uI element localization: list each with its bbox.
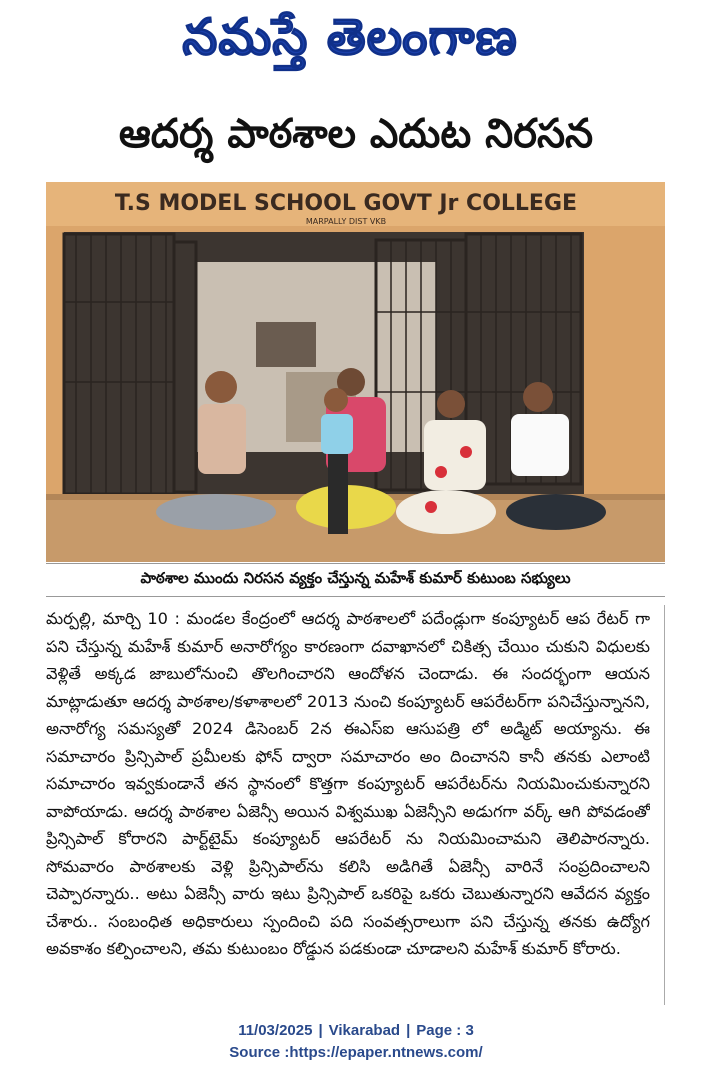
footer-edition: Vikarabad xyxy=(328,1022,401,1039)
footer-date: 11/03/2025 xyxy=(238,1022,313,1039)
footer-separator: | xyxy=(406,1022,411,1039)
news-photo xyxy=(46,182,665,562)
masthead-title: నమస్తే తెలంగాణ xyxy=(182,8,518,66)
article-body-column xyxy=(46,605,665,1005)
article-body: మర్పల్లి, మార్చి 10 : మండల కేంద్రంలో ఆదర్శ పాఠశాలలో పదేండ్లుగా కంప్యూటర్ ఆప రేటర్ గా పని చేస్తున్న మహేశ్ కుమార్ అనారోగ్యం కారణంగా దవాఖానలో చికిత్స చేయిం చుకుని విధులకు వెళ్లితే అక్కడ జాబులోనుంచి తొలగించారని ఆందోళన చెందాడు. ఈ సందర్భంగా ఆయన మాట్లాడుతూ ఆదర్శ పాఠశాల/కళాశాలలో 2013 నుంచి కంప్యూటర్ ఆపరేటర్‌గా పనిచేస్తున్నానని, అనారోగ్య సమస్యతో 2024 డిసెంబర్ 2న ఈఎస్ఐ ఆసుపత్రి లో అడ్మిట్ అయ్యాను. ఈ సమాచారం ప్రిన్సిపాల్ ప్రమీలకు ఫోన్ ద్వారా సమాచారం అం దించానని కానీ తనకు ఎలాంటి సమాచారం ఇవ్వకుండానే తన స్థానంలో కొత్తగా కంప్యూటర్ ఆపరేటర్‌ను నియమించుకున్నారని వాపోయాడు. ఆదర్శ పాఠశాల ఏజెన్సీ అయిన విశ్వముఖ ఏజెన్సీని అడుగగా వర్క్ ఆగి పోవడంతో ప్రిన్సిపాల్ కోరారని పార్ట్‌టైమ్ కంప్యూటర్ ఆపరేటర్ ను నియమించామని తెలిపారన్నారు. సోమవారం పాఠశాలకు వెళ్లి ప్రిన్సిపాల్‌ను కలిసి అడిగితే ఏజెన్సీ వారినే సంప్రదించాలని చెప్పారన్నారు.. అటు ఏజెన్సీ వారు ఇటు ప్రిన్సిపాల్ ఒకరిపై ఒకరు చెబుతున్నారని ఆవేదన వ్యక్తం చేశారు.. సంబంధిత అధికారులు స్పందించి పది సంవత్సరాలుగా పని చేస్తున్న తనకు ఉద్యోగ అవకాశం కల్పించాలని, తమ కుటుంబం రోడ్డున పడకుండా చూడాలని మహేశ్ కుమార్ కోరారు. xyxy=(46,609,650,958)
photo-caption: పాఠశాల ముందు నిరసన వ్యక్తం చేస్తున్న మహేశ్ కుమార్ కుటుంబ సభ్యులు xyxy=(46,563,665,597)
footer-source-row xyxy=(0,1042,712,1064)
school-banner-subtext: MARPALLY DIST VKB xyxy=(305,217,387,226)
footer-page: Page : 3 xyxy=(416,1022,474,1039)
footer-info-row xyxy=(0,1020,712,1042)
footer-separator: | xyxy=(318,1022,323,1039)
footer-source-link[interactable]: https://epaper.ntnews.com/ xyxy=(289,1044,483,1061)
school-banner-text: T.S MODEL SCHOOL GOVT Jr COLLEGE xyxy=(114,191,578,216)
page-footer xyxy=(0,1020,712,1064)
article-headline: ఆదర్శ పాఠశాల ఎదుట నిరసన xyxy=(118,111,594,157)
footer-source-label: Source : xyxy=(229,1044,290,1061)
